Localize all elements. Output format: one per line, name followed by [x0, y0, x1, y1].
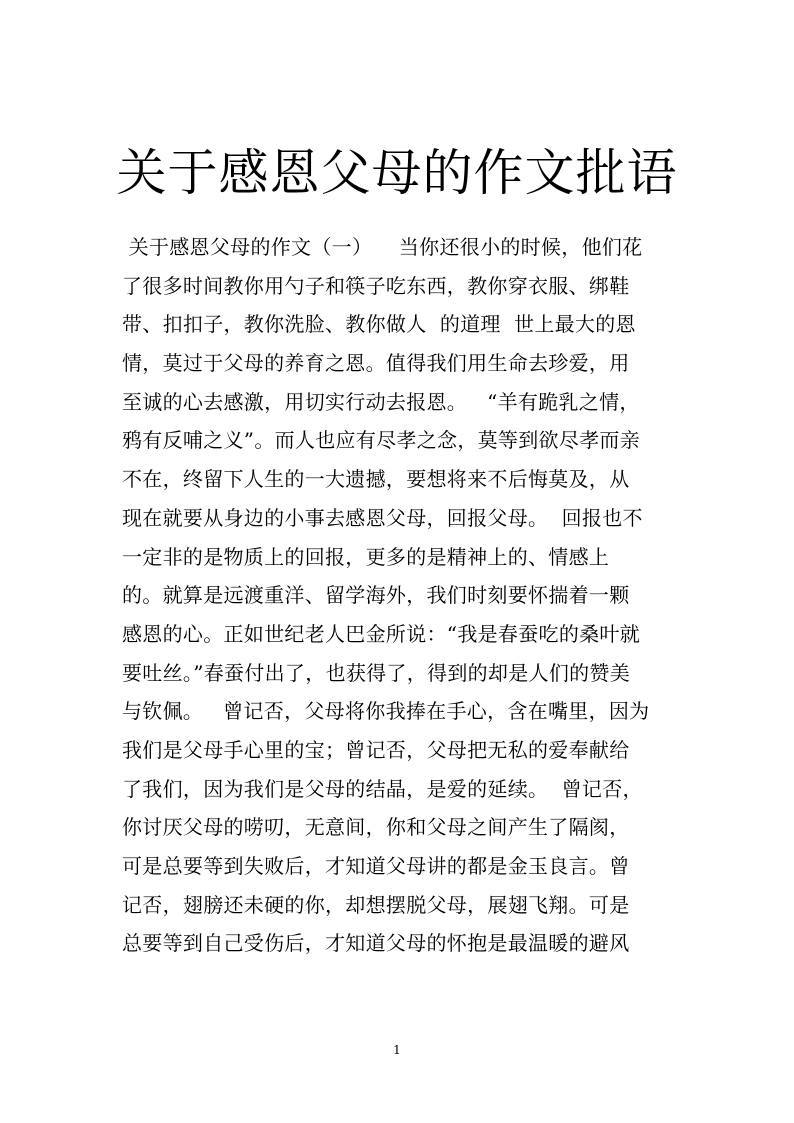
text-line: 的。就算是远渡重洋、留学海外，我们时刻要怀揣着一颗: [122, 583, 630, 608]
text-line: 了我们，因为我们是父母的结晶，是爱的延续。 曾记否，: [122, 776, 643, 801]
text-line: 你讨厌父母的唠叨，无意间，你和父母之间产生了隔阂，: [122, 815, 630, 840]
text-line: 了很多时间教你用勺子和筷子吃东西，教你穿衣服、绑鞋: [122, 273, 630, 298]
text-line: 可是总要等到失败后，才知道父母讲的都是金玉良言。曾: [122, 854, 630, 878]
text-line: 一定非的是物质上的回报，更多的是精神上的、情感上: [122, 544, 610, 569]
text-line: 记否，翅膀还未硬的你，却想摆脱父母，展翅飞翔。可是: [122, 892, 630, 917]
text-line: 关于感恩父母的作文（一） 当你还很小的时候，他们花: [122, 235, 643, 259]
text-line: 至诚的心去感激，用切实行动去报恩。 “羊有跪乳之情，: [122, 389, 640, 414]
page-number: 1: [393, 1043, 401, 1057]
text-line: 与钦佩。 曾记否，父母将你我捧在手心，含在嘴里，因为: [122, 699, 650, 724]
text-line: 情，莫过于父母的养育之恩。值得我们用生命去珍爱，用: [122, 351, 630, 376]
text-line: 鸦有反哺之义”。而人也应有尽孝之念，莫等到欲尽孝而亲: [122, 428, 641, 453]
text-line: 现在就要从身边的小事去感恩父母，回报父母。 回报也不: [122, 505, 643, 530]
text-line: 感恩的心。正如世纪老人巴金所说：“我是春蚕吃的桑叶就: [122, 621, 641, 646]
text-line: 总要等到自己受伤后，才知道父母的怀抱是最温暖的避风: [122, 931, 630, 956]
page-title: 关于感恩父母的作文批语: [116, 144, 678, 202]
essay-body: [122, 228, 682, 963]
text-line: 我们是父母手心里的宝；曾记否，父母把无私的爱奉献给: [122, 737, 630, 762]
text-line: 带、扣扣子，教你洗脸、教你做人 的道理 世上最大的恩: [122, 312, 636, 337]
text-line: 要吐丝。”春蚕付出了，也获得了，得到的却是人们的赞美: [122, 660, 631, 685]
text-line: 不在，终留下人生的一大遗撼，要想将来不后悔莫及，从: [122, 467, 630, 492]
